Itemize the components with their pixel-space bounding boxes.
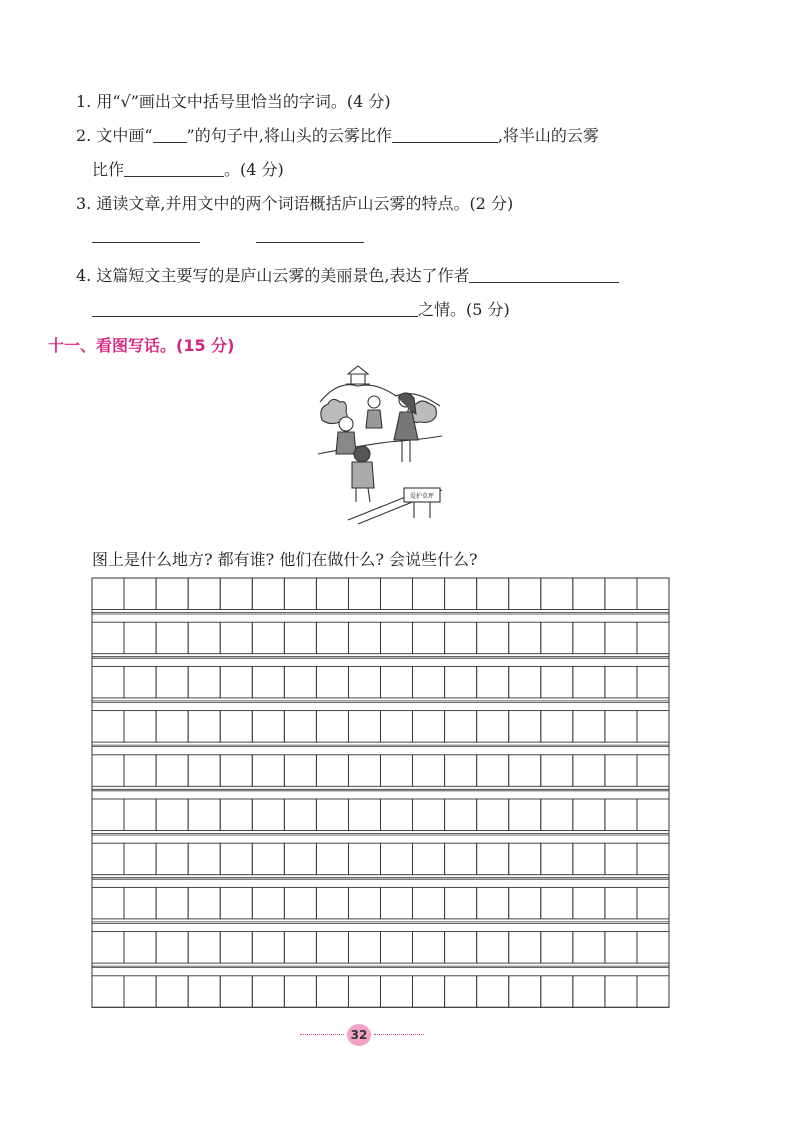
question-4-text-b: 之情。(5 分) bbox=[418, 300, 510, 319]
grid-cell[interactable] bbox=[477, 755, 509, 787]
grid-cell[interactable] bbox=[541, 799, 573, 831]
grid-cell[interactable] bbox=[413, 578, 445, 610]
grid-cell[interactable] bbox=[509, 976, 541, 1008]
grid-cell[interactable] bbox=[509, 887, 541, 919]
grid-cell[interactable] bbox=[124, 887, 156, 919]
grid-cell[interactable] bbox=[381, 843, 413, 875]
grid-cell[interactable] bbox=[156, 666, 188, 698]
grid-row[interactable] bbox=[92, 711, 669, 743]
grid-cell[interactable] bbox=[92, 755, 124, 787]
grid-cell[interactable] bbox=[381, 711, 413, 743]
grid-cell[interactable] bbox=[220, 666, 252, 698]
grid-cell[interactable] bbox=[477, 887, 509, 919]
grid-cell[interactable] bbox=[92, 932, 124, 964]
grid-cell[interactable] bbox=[573, 932, 605, 964]
grid-cell[interactable] bbox=[541, 887, 573, 919]
grid-cell[interactable] bbox=[573, 578, 605, 610]
grid-cell[interactable] bbox=[573, 711, 605, 743]
grid-cell[interactable] bbox=[509, 843, 541, 875]
grid-cell[interactable] bbox=[509, 799, 541, 831]
footer-dots-left bbox=[300, 1034, 344, 1035]
grid-cell[interactable] bbox=[445, 622, 477, 654]
grid-cell[interactable] bbox=[284, 932, 316, 964]
grid-cell[interactable] bbox=[541, 843, 573, 875]
grid-cell[interactable] bbox=[637, 843, 669, 875]
grid-cell[interactable] bbox=[381, 578, 413, 610]
grid-cell[interactable] bbox=[573, 799, 605, 831]
grid-cell[interactable] bbox=[605, 666, 637, 698]
question-1: 1. 用“√”画出文中括号里恰当的字词。(4 分) bbox=[76, 92, 391, 111]
grid-cell[interactable] bbox=[413, 622, 445, 654]
grid-cell[interactable] bbox=[348, 622, 380, 654]
grid-cell[interactable] bbox=[605, 622, 637, 654]
grid-cell[interactable] bbox=[124, 799, 156, 831]
grid-cell[interactable] bbox=[605, 799, 637, 831]
page-number: 32 bbox=[347, 1024, 371, 1046]
grid-cell[interactable] bbox=[477, 666, 509, 698]
grid-row[interactable] bbox=[92, 976, 669, 1008]
grid-cell[interactable] bbox=[381, 799, 413, 831]
grid-cell[interactable] bbox=[284, 976, 316, 1008]
grid-cell[interactable] bbox=[188, 799, 220, 831]
grid-cell[interactable] bbox=[509, 578, 541, 610]
grid-cell[interactable] bbox=[445, 887, 477, 919]
grid-cell[interactable] bbox=[252, 843, 284, 875]
grid-cell[interactable] bbox=[284, 711, 316, 743]
grid-cell[interactable] bbox=[413, 887, 445, 919]
grid-row[interactable] bbox=[92, 755, 669, 787]
grid-cell[interactable] bbox=[188, 843, 220, 875]
grid-row[interactable] bbox=[92, 887, 669, 919]
grid-row[interactable] bbox=[92, 932, 669, 964]
grid-cell[interactable] bbox=[509, 932, 541, 964]
grid-cell[interactable] bbox=[509, 711, 541, 743]
grid-cell[interactable] bbox=[477, 799, 509, 831]
grid-cell[interactable] bbox=[541, 711, 573, 743]
sign-text: 爱护草坪 bbox=[409, 493, 435, 500]
grid-cell[interactable] bbox=[252, 578, 284, 610]
grid-cell[interactable] bbox=[252, 711, 284, 743]
question-2-text-d: 比作 bbox=[92, 160, 125, 179]
grid-row[interactable] bbox=[92, 578, 669, 610]
grid-cell[interactable] bbox=[445, 976, 477, 1008]
grid-cell[interactable] bbox=[92, 799, 124, 831]
grid-cell[interactable] bbox=[445, 799, 477, 831]
grid-cell[interactable] bbox=[220, 711, 252, 743]
grid-cell[interactable] bbox=[637, 932, 669, 964]
grid-cell[interactable] bbox=[188, 622, 220, 654]
grid-cell[interactable] bbox=[637, 976, 669, 1008]
grid-cell[interactable] bbox=[541, 578, 573, 610]
grid-cell[interactable] bbox=[156, 887, 188, 919]
grid-cell[interactable] bbox=[445, 932, 477, 964]
grid-cell[interactable] bbox=[413, 755, 445, 787]
grid-row[interactable] bbox=[92, 622, 669, 654]
grid-cell[interactable] bbox=[477, 843, 509, 875]
grid-cell[interactable] bbox=[445, 711, 477, 743]
grid-cell[interactable] bbox=[477, 711, 509, 743]
grid-cell[interactable] bbox=[381, 622, 413, 654]
grid-cell[interactable] bbox=[92, 976, 124, 1008]
grid-cell[interactable] bbox=[188, 932, 220, 964]
grid-cell[interactable] bbox=[220, 578, 252, 610]
grid-cell[interactable] bbox=[252, 755, 284, 787]
grid-cell[interactable] bbox=[573, 666, 605, 698]
grid-cell[interactable] bbox=[156, 799, 188, 831]
grid-cell[interactable] bbox=[188, 976, 220, 1008]
grid-cell[interactable] bbox=[220, 843, 252, 875]
grid-cell[interactable] bbox=[316, 711, 348, 743]
grid-cell[interactable] bbox=[188, 755, 220, 787]
grid-cell[interactable] bbox=[316, 666, 348, 698]
grid-cell[interactable] bbox=[605, 976, 637, 1008]
grid-cell[interactable] bbox=[445, 843, 477, 875]
grid-cell[interactable] bbox=[348, 755, 380, 787]
grid-cell[interactable] bbox=[348, 711, 380, 743]
grid-row[interactable] bbox=[92, 666, 669, 698]
footer-dots-right bbox=[374, 1034, 424, 1035]
grid-cell[interactable] bbox=[92, 578, 124, 610]
grid-cell[interactable] bbox=[605, 711, 637, 743]
grid-cell[interactable] bbox=[605, 755, 637, 787]
grid-cell[interactable] bbox=[220, 622, 252, 654]
grid-cell[interactable] bbox=[316, 799, 348, 831]
grid-cell[interactable] bbox=[156, 932, 188, 964]
grid-cell[interactable] bbox=[381, 755, 413, 787]
grid-cell[interactable] bbox=[348, 887, 380, 919]
grid-cell[interactable] bbox=[413, 843, 445, 875]
grid-cell[interactable] bbox=[156, 578, 188, 610]
grid-cell[interactable] bbox=[573, 976, 605, 1008]
grid-cell[interactable] bbox=[156, 843, 188, 875]
grid-cell[interactable] bbox=[573, 843, 605, 875]
grid-cell[interactable] bbox=[252, 932, 284, 964]
grid-cell[interactable] bbox=[541, 755, 573, 787]
grid-cell[interactable] bbox=[573, 755, 605, 787]
question-2-text-b: ”的句子中,将山头的云雾比作 bbox=[186, 126, 392, 145]
grid-cell[interactable] bbox=[348, 578, 380, 610]
grid-cell[interactable] bbox=[316, 887, 348, 919]
grid-cell[interactable] bbox=[316, 843, 348, 875]
grid-cell[interactable] bbox=[348, 976, 380, 1008]
grid-cell[interactable] bbox=[156, 755, 188, 787]
grid-cell[interactable] bbox=[92, 843, 124, 875]
grid-cell[interactable] bbox=[413, 666, 445, 698]
grid-cell[interactable] bbox=[92, 887, 124, 919]
grid-row[interactable] bbox=[92, 799, 669, 831]
grid-cell[interactable] bbox=[220, 799, 252, 831]
grid-cell[interactable] bbox=[252, 976, 284, 1008]
grid-cell[interactable] bbox=[284, 887, 316, 919]
grid-cell[interactable] bbox=[381, 887, 413, 919]
grid-cell[interactable] bbox=[220, 976, 252, 1008]
grid-cell[interactable] bbox=[413, 932, 445, 964]
grid-cell[interactable] bbox=[381, 976, 413, 1008]
grid-cell[interactable] bbox=[637, 666, 669, 698]
grid-cell[interactable] bbox=[509, 755, 541, 787]
grid-cell[interactable] bbox=[92, 711, 124, 743]
grid-cell[interactable] bbox=[509, 666, 541, 698]
grid-cell[interactable] bbox=[541, 976, 573, 1008]
grid-cell[interactable] bbox=[605, 578, 637, 610]
grid-cell[interactable] bbox=[284, 843, 316, 875]
section-title: 十一、看图写话。(15 分) bbox=[48, 336, 235, 355]
grid-cell[interactable] bbox=[220, 932, 252, 964]
grid-cell[interactable] bbox=[188, 666, 220, 698]
grid-cell[interactable] bbox=[348, 666, 380, 698]
grid-cell[interactable] bbox=[124, 976, 156, 1008]
grid-cell[interactable] bbox=[252, 799, 284, 831]
grid-cell[interactable] bbox=[445, 666, 477, 698]
grid-cell[interactable] bbox=[637, 799, 669, 831]
grid-cell[interactable] bbox=[284, 755, 316, 787]
grid-cell[interactable] bbox=[477, 932, 509, 964]
question-2-text-a: 2. 文中画“ bbox=[76, 126, 153, 145]
grid-cell[interactable] bbox=[445, 755, 477, 787]
grid-cell[interactable] bbox=[284, 666, 316, 698]
grid-cell[interactable] bbox=[637, 622, 669, 654]
writing-prompt: 图上是什么地方? 都有谁? 他们在做什么? 会说些什么? bbox=[92, 550, 478, 569]
grid-cell[interactable] bbox=[252, 887, 284, 919]
grid-cell[interactable] bbox=[413, 711, 445, 743]
grid-cell[interactable] bbox=[124, 843, 156, 875]
grid-cell[interactable] bbox=[541, 932, 573, 964]
grid-cell[interactable] bbox=[188, 887, 220, 919]
grid-cell[interactable] bbox=[124, 932, 156, 964]
grid-cell[interactable] bbox=[156, 976, 188, 1008]
grid-cell[interactable] bbox=[605, 843, 637, 875]
grid-cell[interactable] bbox=[124, 666, 156, 698]
grid-cell[interactable] bbox=[156, 711, 188, 743]
grid-cell[interactable] bbox=[252, 622, 284, 654]
grid-cell[interactable] bbox=[316, 578, 348, 610]
grid-cell[interactable] bbox=[124, 711, 156, 743]
grid-cell[interactable] bbox=[316, 755, 348, 787]
grid-cell[interactable] bbox=[252, 666, 284, 698]
grid-cell[interactable] bbox=[637, 711, 669, 743]
question-2-text-e: 。(4 分) bbox=[224, 160, 284, 179]
grid-cell[interactable] bbox=[156, 622, 188, 654]
grid-cell[interactable] bbox=[477, 578, 509, 610]
question-2-text-c: ,将半山的云雾 bbox=[497, 126, 599, 145]
grid-cell[interactable] bbox=[124, 755, 156, 787]
grid-cell[interactable] bbox=[220, 755, 252, 787]
grid-cell[interactable] bbox=[541, 666, 573, 698]
grid-cell[interactable] bbox=[381, 666, 413, 698]
grid-cell[interactable] bbox=[637, 755, 669, 787]
grid-cell[interactable] bbox=[220, 887, 252, 919]
grid-cell[interactable] bbox=[188, 578, 220, 610]
grid-cell[interactable] bbox=[637, 578, 669, 610]
grid-cell[interactable] bbox=[541, 622, 573, 654]
grid-cell[interactable] bbox=[573, 622, 605, 654]
grid-cell[interactable] bbox=[316, 622, 348, 654]
grid-cell[interactable] bbox=[124, 578, 156, 610]
question-4-text-a: 4. 这篇短文主要写的是庐山云雾的美丽景色,表达了作者 bbox=[76, 266, 470, 285]
grid-cell[interactable] bbox=[348, 843, 380, 875]
grid-cell[interactable] bbox=[637, 887, 669, 919]
grid-cell[interactable] bbox=[413, 799, 445, 831]
question-3: 3. 通读文章,并用文中的两个词语概括庐山云雾的特点。(2 分) bbox=[76, 194, 514, 213]
grid-cell[interactable] bbox=[573, 887, 605, 919]
grid-cell[interactable] bbox=[124, 622, 156, 654]
grid-cell[interactable] bbox=[92, 622, 124, 654]
grid-cell[interactable] bbox=[188, 711, 220, 743]
grid-cell[interactable] bbox=[316, 932, 348, 964]
grid-cell[interactable] bbox=[381, 932, 413, 964]
grid-cell[interactable] bbox=[477, 622, 509, 654]
grid-cell[interactable] bbox=[284, 799, 316, 831]
grid-cell[interactable] bbox=[316, 976, 348, 1008]
grid-cell[interactable] bbox=[284, 622, 316, 654]
grid-cell[interactable] bbox=[605, 887, 637, 919]
grid-cell[interactable] bbox=[445, 578, 477, 610]
grid-cell[interactable] bbox=[413, 976, 445, 1008]
grid-cell[interactable] bbox=[348, 932, 380, 964]
grid-cell[interactable] bbox=[605, 932, 637, 964]
grid-cell[interactable] bbox=[477, 976, 509, 1008]
grid-row[interactable] bbox=[92, 843, 669, 875]
grid-cell[interactable] bbox=[509, 622, 541, 654]
grid-cell[interactable] bbox=[92, 666, 124, 698]
grid-cell[interactable] bbox=[348, 799, 380, 831]
grid-cell[interactable] bbox=[284, 578, 316, 610]
